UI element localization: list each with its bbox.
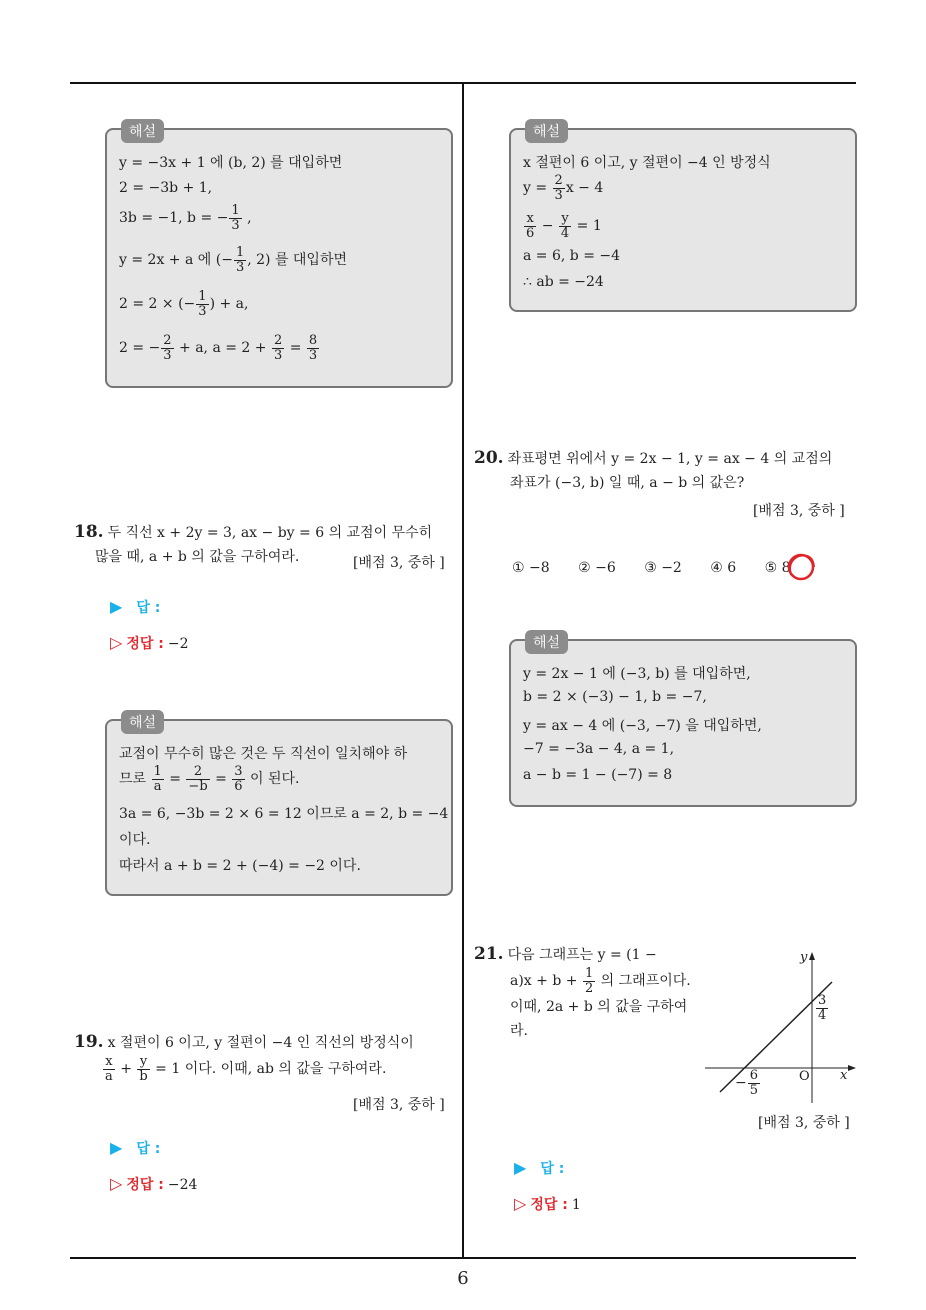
- score-label: [배점 3, 중하 ]: [758, 1115, 850, 1131]
- answer-circle-mark: [785, 551, 819, 585]
- question-21: [474, 942, 704, 1043]
- solution-line: 므로 $\frac{1}{a}$ = $\frac{2}{-b}$ = $\frac{3}{6}$ 이 된다.: [119, 764, 300, 794]
- solution-line: y = ax − 4 에 (−3, −7) 을 대입하면,: [523, 718, 762, 734]
- answer-label: 답 :: [540, 1161, 565, 1177]
- solution-line: b = 2 × (−3) − 1, b = −7,: [523, 689, 707, 705]
- solution-box-20: [509, 635, 857, 807]
- question-text: 좌표평면 위에서 y = 2x − 1, y = ax − 4 의 교점의: [507, 451, 833, 467]
- triangle-outline-icon: ▷: [110, 1174, 123, 1193]
- graph-x-intercept: − $\frac{6}{5}$: [735, 1068, 759, 1098]
- solution-line: a − b = 1 − (−7) = 8: [523, 767, 673, 783]
- correct-answer-row: [110, 633, 188, 653]
- solution-line: a = 6, b = −4: [523, 248, 621, 264]
- correct-label: 정답 :: [126, 1177, 164, 1193]
- choice-2[interactable]: ② −6: [578, 560, 616, 576]
- solution-line: y = $\frac{2}{3}$ x − 4: [523, 173, 604, 203]
- solution-line: y = 2x + a 에 (− $\frac{1}{3}$ , 2) 를 대입하면: [119, 245, 348, 275]
- solution-box-17: [105, 124, 453, 388]
- answer-row[interactable]: [110, 1138, 160, 1158]
- solution-box-19: [509, 124, 857, 312]
- solution-line: 2 = −3b + 1,: [119, 180, 213, 196]
- solution-line: 따라서 a + b = 2 + (−4) = −2 이다.: [119, 858, 361, 874]
- solution-line: 이다.: [119, 832, 151, 848]
- question-text: a)x + b + $\frac{1}{2}$ 의 그래프이다.: [510, 966, 691, 996]
- correct-label: 정답 :: [530, 1197, 568, 1213]
- question-text: $\frac{x}{a}$ + $\frac{y}{b}$ = 1 이다. 이때, ab 의 값을 구하여라.: [105, 1054, 387, 1084]
- question-number: 21.: [474, 944, 504, 964]
- choice-4[interactable]: ④ 6: [710, 560, 737, 576]
- solution-line: ∴ ab = −24: [523, 274, 604, 290]
- solution-line: 3a = 6, −3b = 2 × 6 = 12 이므로 a = 2, b = −4: [119, 806, 449, 822]
- correct-answer-row: [514, 1194, 581, 1214]
- graph-y-label: y: [800, 950, 808, 965]
- solution-line: −7 = −3a − 4, a = 1,: [523, 741, 675, 757]
- correct-answer-row: [110, 1174, 197, 1194]
- question-text: x 절편이 6 이고, y 절편이 −4 인 직선의 방정식이: [107, 1035, 414, 1051]
- question-text: 많을 때, a + b 의 값을 구하여라.: [95, 549, 300, 565]
- question-number: 20.: [474, 448, 504, 468]
- solution-tag: 해설: [121, 119, 164, 143]
- score-label: [배점 3, 중하 ]: [353, 1097, 445, 1113]
- solution-line: 3b = −1, b = − $\frac{1}{3}$ ,: [119, 203, 252, 233]
- triangle-outline-icon: ▷: [110, 633, 123, 652]
- correct-value: 1: [571, 1197, 581, 1213]
- play-icon: ▶: [110, 597, 123, 616]
- solution-tag: 해설: [525, 630, 568, 654]
- solution-tag: 해설: [525, 119, 568, 143]
- choice-5[interactable]: ⑤ 8: [764, 560, 791, 576]
- score-label: [배점 3, 중하 ]: [753, 503, 845, 519]
- answer-row[interactable]: [514, 1158, 564, 1178]
- linear-graph: [700, 948, 860, 1108]
- question-19: [74, 1030, 464, 1083]
- solution-line: y = −3x + 1 에 (b, 2) 를 대입하면: [119, 155, 343, 171]
- solution-line: $\frac{x}{6}$ − $\frac{y}{4}$ = 1: [526, 211, 602, 241]
- question-number: 18.: [74, 522, 104, 542]
- choice-list: [512, 560, 815, 576]
- choice-1[interactable]: ① −8: [512, 560, 550, 576]
- score-label: [배점 3, 중하 ]: [353, 555, 445, 571]
- triangle-outline-icon: ▷: [514, 1194, 527, 1213]
- solution-line: 교점이 무수히 많은 것은 두 직선이 일치해야 하: [119, 746, 408, 762]
- solution-line: y = 2x − 1 에 (−3, b) 를 대입하면,: [523, 666, 751, 682]
- answer-row[interactable]: [110, 597, 160, 617]
- choice-3[interactable]: ③ −2: [644, 560, 682, 576]
- graph-y-intercept: $\frac{3}{4}$: [818, 993, 827, 1023]
- question-20: [474, 446, 864, 495]
- solution-box-18: [105, 715, 453, 896]
- question-text: 다음 그래프는 y = (1 −: [507, 947, 657, 963]
- correct-value: −2: [167, 636, 189, 652]
- play-icon: ▶: [514, 1158, 527, 1177]
- solution-line: 2 = − $\frac{2}{3}$ + a, a = 2 + $\frac{2}{3}$ = $\frac{8}{3}$: [119, 333, 318, 363]
- question-text: 두 직선 x + 2y = 3, ax − by = 6 의 교점이 무수히: [107, 525, 433, 541]
- solution-line: 2 = 2 × (− $\frac{1}{3}$ ) + a,: [119, 289, 249, 319]
- answer-label: 답 :: [136, 1141, 161, 1157]
- solution-tag: 해설: [121, 710, 164, 734]
- answer-label: 답 :: [136, 600, 161, 616]
- correct-label: 정답 :: [126, 636, 164, 652]
- question-text: 좌표가 (−3, b) 일 때, a − b 의 값은?: [510, 475, 745, 491]
- solution-line: x 절편이 6 이고, y 절편이 −4 인 방정식: [523, 155, 771, 171]
- play-icon: ▶: [110, 1138, 123, 1157]
- graph-origin-label: O: [799, 1069, 810, 1084]
- graph-x-label: x: [840, 1068, 848, 1083]
- question-number: 19.: [74, 1032, 104, 1052]
- page-number: 6: [457, 1268, 469, 1289]
- question-text: 라.: [510, 1023, 528, 1040]
- correct-value: −24: [167, 1177, 198, 1193]
- question-text: 이때, 2a + b 의 값을 구하여: [510, 999, 688, 1016]
